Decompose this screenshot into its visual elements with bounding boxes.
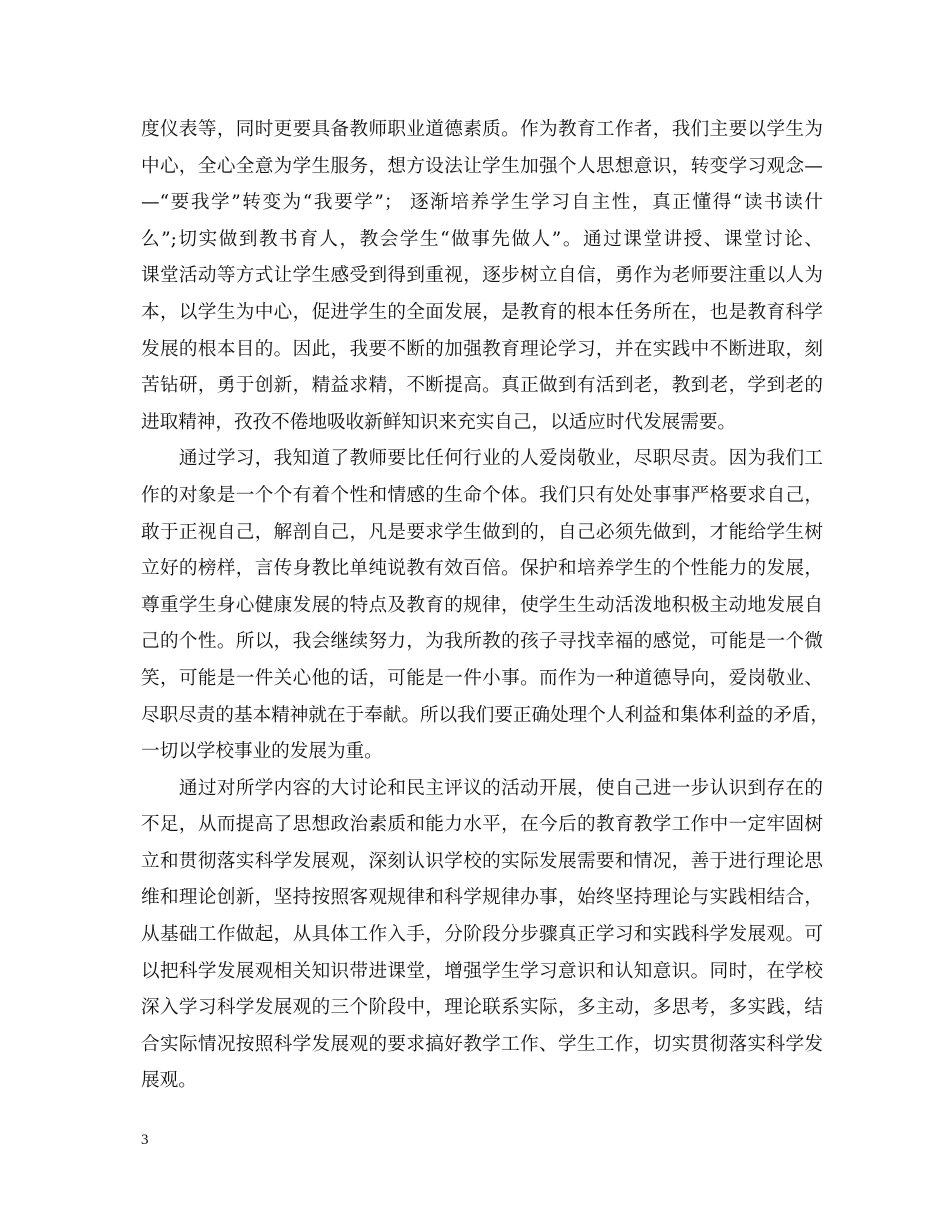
text-line: 尊重学生身心健康发展的特点及教育的规律，使学生生动活泼地积极主动地发展自 xyxy=(141,594,823,616)
text-line: 通过学习，我知道了教师要比任何行业的人爱岗敬业，尽职尽责。因为我们工 xyxy=(141,448,823,470)
text-line: 课堂活动等方式让学生感受到得到重视，逐步树立自信，勇作为老师要注重以人为 xyxy=(141,265,823,287)
text-line: 中心，全心全意为学生服务，想方设法让学生加强个人思想意识，转变学习观念— xyxy=(141,155,823,177)
text-line: 合实际情况按照科学发展观的要求搞好教学工作、学生工作，切实贯彻落实科学发 xyxy=(141,1033,823,1055)
text-line: 立和贯彻落实科学发展观，深刻认识学校的实际发展需要和情况，善于进行理论思 xyxy=(141,850,823,872)
text-line: 己的个性。所以，我会继续努力，为我所教的孩子寻找幸福的感觉，可能是一个微 xyxy=(141,631,823,653)
text-line: 敢于正视自己，解剖自己，凡是要求学生做到的，自己必须先做到，才能给学生树 xyxy=(141,521,823,543)
text-line: 以把科学发展观相关知识带进课堂，增强学生学习意识和认知意识。同时，在学校 xyxy=(141,960,823,982)
text-line: 度仪表等，同时更要具备教师职业道德素质。作为教育工作者，我们主要以学生为 xyxy=(141,119,823,140)
text-line: —“要我学”转变为“我要学”； 逐渐培养学生学习自主性，真正懂得“读书读什 xyxy=(141,192,823,214)
text-line: 深入学习科学发展观的三个阶段中，理论联系实际，多主动，多思考，多实践，结 xyxy=(141,997,823,1019)
text-line: 一切以学校事业的发展为重。 xyxy=(141,741,383,763)
text-line: 立好的榜样，言传身教比单纯说教有效百倍。保护和培养学生的个性能力的发展， xyxy=(141,558,823,580)
text-line: 展观。 xyxy=(141,1070,197,1092)
text-line: 不足，从而提高了思想政治素质和能力水平，在今后的教育教学工作中一定牢固树 xyxy=(141,814,823,836)
text-line: 作的对象是一个个有着个性和情感的生命个体。我们只有处处事事严格要求自己， xyxy=(141,484,823,506)
text-line: 苦钻研，勇于创新，精益求精，不断提高。真正做到有活到老，教到老，学到老的 xyxy=(141,375,823,397)
text-line: 通过对所学内容的大讨论和民主评议的活动开展，使自己进一步认识到存在的 xyxy=(141,777,823,799)
text-line: 从基础工作做起，从具体工作入手，分阶段分步骤真正学习和实践科学发展观。可 xyxy=(141,924,823,946)
text-line: 维和理论创新，坚持按照客观规律和科学规律办事，始终坚持理论与实践相结合， xyxy=(141,887,823,909)
text-line: 本，以学生为中心，促进学生的全面发展，是教育的根本任务所在，也是教育科学 xyxy=(141,301,823,323)
text-line: 么”;切实做到教书育人，教会学生“做事先做人”。通过课堂讲授、课堂讨论、 xyxy=(141,228,823,250)
page-number: 3 xyxy=(141,1132,149,1148)
text-line: 尽职尽责的基本精神就在于奉献。所以我们要正确处理个人利益和集体利益的矛盾， xyxy=(141,704,829,726)
text-line: 发展的根本目的。因此，我要不断的加强教育理论学习，并在实践中不断进取，刻 xyxy=(141,338,823,360)
text-line: 进取精神，孜孜不倦地吸收新鲜知识来充实自己，以适应时代发展需要。 xyxy=(141,411,737,433)
text-line: 笑，可能是一件关心他的话，可能是一件小事。而作为一种道德导向，爱岗敬业、 xyxy=(141,667,823,689)
body-text xyxy=(141,112,829,1100)
